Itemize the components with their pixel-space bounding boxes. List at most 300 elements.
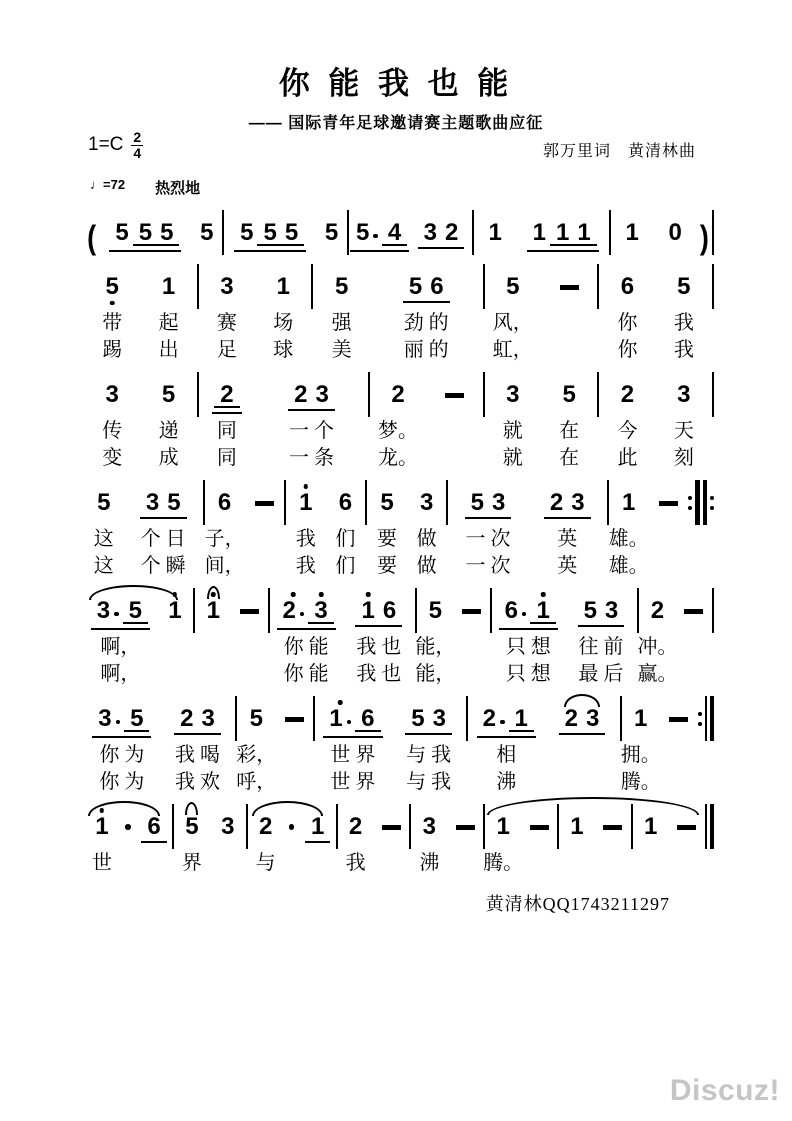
note-chunk: [411, 802, 447, 877]
note-chunk: [349, 208, 410, 256]
beam-group: [140, 489, 187, 519]
lyric-syllable: [691, 661, 696, 688]
note-chunk: [454, 586, 490, 688]
lyric-syllable: [666, 553, 671, 580]
measure: [411, 802, 483, 877]
measure: [248, 802, 336, 877]
score-line: [84, 370, 714, 472]
notes: [212, 370, 241, 418]
note: 5: [240, 219, 254, 246]
repeat-dots: [698, 696, 702, 741]
lyric-syllable: 能，: [415, 663, 456, 685]
lyric-syllable: [666, 526, 671, 553]
note-chunk: [410, 208, 471, 256]
lyric-syllable: 你 为: [99, 771, 145, 793]
notes: [403, 262, 450, 310]
note: 5: [324, 219, 339, 246]
note-chunk: [654, 208, 697, 256]
lyric-syllable: 只 想: [505, 663, 551, 685]
notes: [619, 262, 636, 310]
note-chunk: [517, 208, 609, 256]
notes: [448, 802, 483, 850]
lyric-syllable: 间，: [204, 555, 245, 577]
note: 3: [585, 705, 600, 732]
duration-dash: [285, 717, 304, 722]
measure: [492, 586, 637, 688]
note: 3: [97, 600, 119, 622]
lyric-syllable: 强: [331, 312, 352, 334]
note: 3: [423, 219, 437, 246]
notes: [297, 478, 314, 526]
beam-group: [382, 219, 407, 246]
lyric-syllable: 你: [617, 339, 638, 361]
lyric-syllable: [469, 661, 474, 688]
note-chunk: [656, 262, 712, 364]
note: 1: [161, 273, 176, 300]
score-line: [84, 262, 714, 364]
note-chunk: [84, 586, 157, 688]
lyric-syllable: 啊，: [100, 663, 141, 685]
lyric-syllable: 成: [158, 447, 179, 469]
notes: [232, 586, 267, 634]
lyric-syllable: [463, 850, 468, 877]
beam-group: [465, 489, 512, 519]
measure: [349, 208, 472, 256]
lyric-syllable: 往 前: [578, 636, 624, 658]
notes: [122, 802, 134, 850]
note: 1: [299, 492, 312, 514]
beam-group: [355, 597, 402, 627]
lyric-syllable: 美: [331, 339, 352, 361]
lyric-syllable: 我 也: [356, 636, 402, 658]
lyric-syllable: 起: [158, 312, 179, 334]
duration-dash: [659, 501, 678, 506]
lyric-syllable: 你 能: [283, 636, 329, 658]
note: 3: [571, 489, 585, 516]
note: 5: [380, 489, 394, 516]
lyric-syllable: [567, 337, 572, 364]
measure: [174, 802, 246, 877]
note-chunk: [541, 370, 597, 472]
lyric-syllable: 就: [502, 447, 523, 469]
note: 0: [668, 219, 682, 246]
note-chunk: [205, 478, 245, 580]
lyric-syllable: 最 后: [578, 663, 624, 685]
note: 3: [220, 273, 234, 300]
lyric-syllable: 沸: [419, 852, 440, 874]
lyric-syllable: 变: [102, 447, 123, 469]
notes: [522, 802, 557, 850]
note-chunk: [622, 694, 660, 796]
notes: [374, 802, 409, 850]
duration-dash: [255, 501, 274, 506]
notes: [418, 478, 435, 526]
measure: [84, 370, 197, 472]
note: 5: [677, 273, 691, 300]
note: 6: [361, 705, 375, 732]
notes: [234, 208, 306, 256]
notes: [104, 370, 121, 418]
note: 1: [570, 813, 584, 840]
time-signature: [131, 130, 143, 160]
notes: [560, 370, 577, 418]
beam-group: [109, 219, 181, 252]
note: 2: [650, 597, 665, 624]
notes: [620, 478, 637, 526]
lyric-syllable: 我: [295, 528, 316, 550]
measure: [84, 802, 172, 877]
lyric-syllable: 梦。: [378, 420, 419, 442]
measure: [370, 370, 483, 472]
notes: [544, 478, 591, 526]
discuz-watermark: Discuz!: [669, 1074, 780, 1107]
note: 5: [583, 597, 597, 624]
notes: [437, 370, 472, 418]
note: 2: [180, 705, 194, 732]
barline: [712, 588, 714, 633]
note: 1: [532, 219, 546, 246]
tempo-marking: ♩=72: [90, 177, 126, 192]
note-chunk: [374, 802, 410, 877]
note: 2: [620, 381, 635, 408]
lyric-syllable: [567, 310, 572, 337]
note-chunk: [275, 694, 313, 796]
notes: [247, 478, 282, 526]
octave-dot-below: [110, 301, 115, 306]
notes: [347, 802, 364, 850]
notes: [595, 802, 630, 850]
notes: [323, 208, 340, 256]
note: 5: [470, 489, 484, 516]
notes: [427, 586, 444, 634]
augmentation-dot: [125, 824, 131, 830]
notes: [337, 478, 354, 526]
song-subtitle: —— 国际青年足球邀请赛主题歌曲应征: [248, 115, 544, 132]
note-chunk: [84, 262, 140, 364]
lyric-syllable: 龙。: [378, 447, 419, 469]
notes: [277, 586, 336, 634]
beam-group: [133, 219, 180, 246]
beam-group: [305, 813, 330, 843]
note-chunk: [124, 478, 203, 580]
augmentation-dot: [522, 612, 527, 617]
notes: [405, 694, 452, 742]
lyric-syllable: 球: [273, 339, 294, 361]
lyric-syllable: 赢。: [637, 663, 678, 685]
lyric-syllable: [151, 850, 156, 877]
lyric-syllable: 足: [216, 339, 237, 361]
notes: [676, 586, 711, 634]
notes: [619, 370, 636, 418]
note: 5: [161, 381, 176, 408]
note: 1: [207, 600, 220, 622]
note-chunk: [528, 478, 607, 580]
note-chunk: [231, 586, 267, 688]
note: 2: [564, 705, 578, 732]
notes: [174, 694, 221, 742]
lyric-syllable: [225, 850, 230, 877]
lyric-syllable: 此: [617, 447, 638, 469]
measure: [270, 586, 415, 688]
measure: [199, 370, 368, 472]
notes: [305, 802, 330, 850]
notes: [198, 208, 215, 256]
beam-group: [530, 597, 555, 624]
measure: [224, 208, 347, 256]
note-chunk: [224, 208, 316, 256]
dot: [688, 496, 692, 500]
note-chunk: [313, 262, 369, 364]
note: 5: [97, 489, 111, 516]
lyric-syllable: 在: [559, 420, 580, 442]
notes: [389, 370, 406, 418]
note-chunk: [656, 370, 712, 472]
lyric-syllable: 同: [216, 420, 237, 442]
measure: [474, 208, 609, 256]
notes: [559, 694, 606, 742]
note-chunk: [255, 370, 368, 472]
duration-dash: [603, 825, 622, 830]
lyric-syllable: 呼，: [236, 771, 277, 793]
note-chunk: [210, 802, 246, 877]
octave-dot-above: [211, 592, 216, 597]
lyric-syllable: 在: [559, 447, 580, 469]
notes: [216, 478, 233, 526]
beam-group: [509, 705, 534, 732]
duration-dash: [240, 609, 259, 614]
notes: [183, 802, 200, 850]
notes: [277, 694, 312, 742]
notes: [421, 802, 438, 850]
lyric-syllable: 与 我: [406, 744, 452, 766]
lyric-syllable: 我: [673, 312, 694, 334]
note-chunk: [483, 802, 524, 877]
note: 5: [411, 705, 425, 732]
lyric-syllable: 世 界: [330, 744, 376, 766]
note: 2: [348, 813, 363, 840]
dot: [710, 496, 714, 500]
note-chunk: [84, 802, 120, 877]
note-chunk: [120, 802, 136, 877]
lyric-syllable: 场: [273, 312, 294, 334]
score: [84, 208, 714, 883]
note-chunk: [84, 208, 99, 256]
notes: [494, 802, 511, 850]
barline: [712, 210, 714, 255]
measure: [485, 262, 598, 364]
note: 1: [514, 705, 528, 732]
lyric-syllable: [648, 850, 653, 877]
measure: [84, 262, 197, 364]
octave-dot-above: [304, 484, 309, 489]
note: 5: [128, 597, 142, 624]
note: 5: [138, 219, 153, 246]
measure: [367, 478, 446, 580]
lyric-syllable: 你: [617, 312, 638, 334]
note-chunk: [140, 370, 196, 472]
measure: [199, 262, 312, 364]
notes: [669, 802, 704, 850]
measure: [599, 262, 712, 364]
lyric-syllable: 英: [557, 528, 578, 550]
notes: [527, 208, 599, 256]
notes: [418, 208, 465, 256]
duration-dash: [677, 825, 696, 830]
duration-dash: [382, 825, 401, 830]
lyric-syllable: 一 次: [465, 528, 511, 550]
note: 5: [506, 273, 520, 300]
beam-group: [550, 219, 597, 246]
lyric-syllable: 彩，: [236, 744, 277, 766]
note: 5: [408, 273, 423, 300]
note-chunk: [492, 586, 565, 688]
lyric-syllable: [684, 850, 689, 877]
beam-group: [308, 597, 333, 624]
lyric-syllable: 雄。: [608, 555, 649, 577]
notes: [160, 370, 177, 418]
note-chunk: [426, 370, 482, 472]
note: 6: [620, 273, 635, 300]
bar-thick: [695, 480, 700, 525]
note-chunk: [326, 478, 366, 580]
note-chunk: [521, 802, 557, 877]
note-chunk: [195, 586, 231, 688]
contact-info: 黄清林QQ1743211297: [485, 894, 670, 914]
dot: [698, 722, 702, 726]
note-chunk: [447, 802, 483, 877]
lyric-syllable: [610, 850, 615, 877]
note-chunk: [660, 694, 698, 796]
note: 5: [130, 705, 144, 732]
beam-group: [403, 273, 450, 303]
lyric-syllable: 丽 的: [403, 339, 449, 361]
lyric-syllable: 一 次: [465, 555, 511, 577]
note: 1: [95, 816, 108, 838]
notes: [499, 586, 558, 634]
note-chunk: [99, 208, 191, 256]
lyric-syllable: [676, 742, 681, 769]
note-chunk: [468, 694, 544, 796]
notes: [286, 802, 298, 850]
measure: [84, 586, 193, 688]
beam-group: [355, 705, 380, 732]
bar-thick: [703, 480, 708, 525]
notes: [104, 262, 121, 310]
lyric-syllable: 世 界: [330, 771, 376, 793]
notes: [477, 694, 536, 742]
note: 6: [430, 273, 444, 300]
note-chunk: [237, 694, 275, 796]
notes: [109, 208, 181, 256]
note-chunk: [199, 262, 255, 364]
expression-marking: 热烈地: [155, 180, 201, 197]
note: 3: [432, 705, 446, 732]
notes: [454, 586, 489, 634]
meter-numerator: 2: [133, 129, 142, 145]
note-chunk: [474, 208, 517, 256]
augmentation-dot: [500, 720, 505, 725]
lyric-syllable: [389, 850, 394, 877]
measure: [448, 478, 606, 580]
lyric-syllable: 做: [416, 555, 437, 577]
augmentation-dot: [114, 612, 119, 617]
measure: [599, 370, 712, 472]
beam-group: [418, 219, 465, 249]
lyric-syllable: 这: [93, 555, 114, 577]
lyric-syllable: [292, 742, 297, 769]
octave-dot-above: [291, 592, 296, 597]
lyric-syllable: [579, 769, 584, 796]
note: 6: [338, 489, 353, 516]
duration-dash: [445, 393, 464, 398]
note: 5: [160, 219, 174, 246]
measure: [633, 802, 705, 877]
lyric-syllable: [172, 634, 177, 661]
notes: [219, 802, 236, 850]
note: 5: [115, 219, 129, 246]
note: 1: [621, 489, 636, 516]
composer-credits: 郭万里词 黄清林曲: [542, 143, 696, 160]
note: 1: [276, 273, 290, 300]
note: 1: [577, 219, 591, 246]
measure: [195, 586, 268, 688]
measure: [237, 694, 313, 796]
lyric-syllable: 一 条: [288, 447, 334, 469]
lyric-syllable: 啊，: [100, 636, 141, 658]
note: 3: [506, 381, 520, 408]
beam-group: [405, 705, 452, 735]
augmentation-dot: [116, 720, 121, 725]
score-line: [84, 586, 714, 688]
measure: [338, 802, 410, 877]
lyric-syllable: 天: [673, 420, 694, 442]
notes: [91, 586, 150, 634]
lyric-syllable: 传: [102, 420, 123, 442]
dot: [710, 506, 714, 510]
dot: [688, 506, 692, 510]
lyric-syllable: 今: [617, 420, 638, 442]
note-chunk: [697, 208, 712, 256]
repeat-barline-end: [698, 696, 715, 741]
lyric-syllable: 赛: [216, 312, 237, 334]
beam-group: [141, 813, 166, 843]
note-chunk: [565, 586, 638, 688]
lyric-syllable: [691, 634, 696, 661]
note: 1: [496, 813, 510, 840]
repeat-barline-both: [688, 480, 714, 525]
note-chunk: [370, 262, 483, 364]
note-chunk: [637, 586, 678, 688]
beam-group: [288, 381, 335, 411]
notes: [632, 694, 649, 742]
note-chunk: [676, 586, 712, 688]
lyric-syllable: 腾。: [620, 771, 661, 793]
lyric-syllable: [172, 661, 177, 688]
key-label: 1=C: [88, 134, 124, 156]
lyric-syllable: [292, 769, 297, 796]
note: 3: [201, 705, 215, 732]
beam-group: [544, 489, 591, 519]
lyric-syllable: 踢: [102, 339, 123, 361]
note: 2: [483, 708, 505, 730]
lyric-syllable: 风，: [492, 312, 533, 334]
lyric-syllable: 带: [102, 312, 123, 334]
lyric-syllable: 个 日: [140, 528, 186, 550]
augmentation-dot: [300, 612, 305, 617]
lyric-syllable: 只 想: [505, 636, 551, 658]
note-chunk: [300, 802, 336, 877]
lyric-syllable: 我: [345, 852, 366, 874]
